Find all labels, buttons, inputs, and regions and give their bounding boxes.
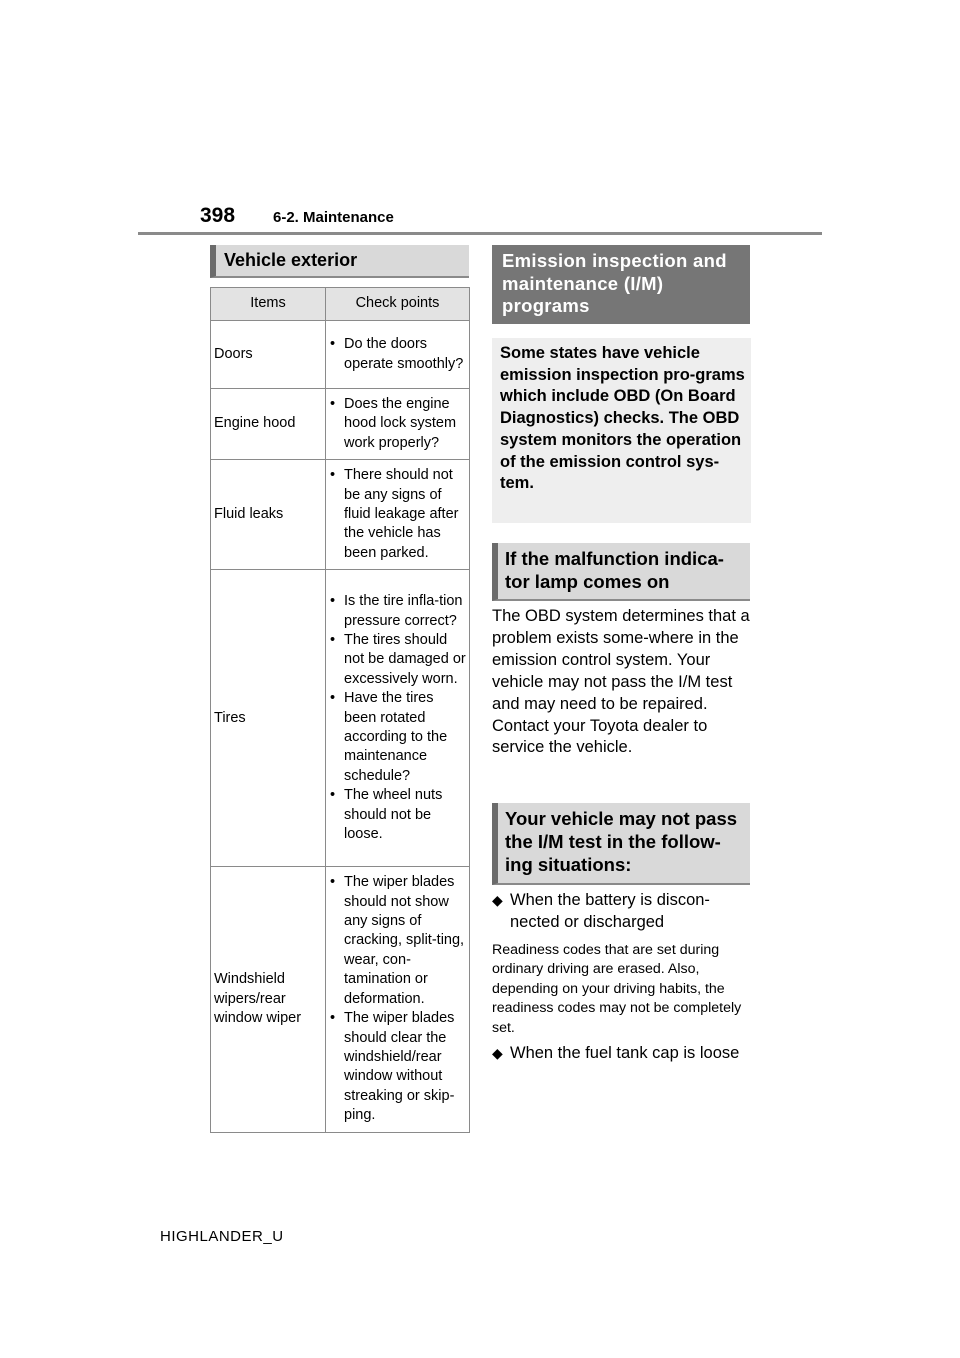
emission-intro-box: Some states have vehicle emission inspection pro-grams which include OBD (On Board Diagnostics) checks. The OBD system monitors the operation of the emission control sys-tem.: [492, 338, 751, 523]
column-header-items: Items: [211, 288, 326, 321]
check-point: • The wiper blades should clear the windshield/rear window without streaking or skip-ping.: [330, 1009, 469, 1125]
check-point: • The tires should not be damaged or excessively worn.: [330, 631, 469, 689]
table-row: [211, 570, 470, 867]
check-point: • There should not be any signs of fluid leakage after the vehicle has been parked.: [330, 466, 469, 563]
table-header-row: [211, 288, 470, 321]
check-point: • Do the doors operate smoothly?: [330, 335, 469, 374]
situation-battery-text: When the battery is discon-nected or discharged: [510, 891, 710, 931]
check-point: • Have the tires been rotated according to the maintenance schedule?: [330, 689, 469, 786]
section-title: 6-2. Maintenance: [273, 209, 394, 226]
check-points-cell: [326, 570, 470, 867]
check-points-table: [210, 287, 470, 1133]
table-row: [211, 460, 470, 570]
page-number: 398: [200, 204, 236, 227]
check-points-cell: [326, 321, 470, 389]
may-not-pass-heading: Your vehicle may not pass the I/M test in the follow-ing situations:: [492, 803, 750, 885]
check-point: • The wiper blades should not show any signs of cracking, split-ting, wear, con-tamination or deformation.: [330, 873, 469, 1009]
situation-fuel-cap: [492, 1043, 754, 1065]
item-engine-hood: Engine hood: [211, 389, 326, 460]
header-divider: [138, 232, 822, 235]
situation-battery-note: Readiness codes that are set during ordinary driving are erased. Also, depending on your driving habits, the readiness codes may not be completely set.: [492, 942, 742, 1036]
emission-program-heading: Emission inspection and maintenance (I/M) programs: [492, 245, 750, 324]
footer-model-name: HIGHLANDER_U: [160, 1228, 284, 1245]
table-row: [211, 321, 470, 389]
situation-battery: [492, 890, 754, 934]
table-row: [211, 867, 470, 1132]
diamond-bullet-icon: ◆: [492, 892, 503, 908]
check-points-cell: [326, 460, 470, 570]
check-point: • The wheel nuts should not be loose.: [330, 786, 469, 844]
column-header-check-points: Check points: [326, 288, 470, 321]
diamond-bullet-icon: ◆: [492, 1045, 503, 1061]
check-points-cell: [326, 867, 470, 1132]
check-point: • Is the tire infla-tion pressure correct?: [330, 592, 469, 631]
check-points-cell: [326, 389, 470, 460]
item-fluid-leaks: Fluid leaks: [211, 460, 326, 570]
malfunction-body-text: The OBD system determines that a problem exists some-where in the emission control system. Your vehicle may not pass the I/M test and may need to be repaired. Contact your Toyota dealer to service the vehicle.: [492, 607, 750, 757]
item-tires: Tires: [211, 570, 326, 867]
table-row: [211, 389, 470, 460]
check-point: • Does the engine hood lock system work properly?: [330, 395, 469, 453]
item-doors: Doors: [211, 321, 326, 389]
vehicle-exterior-heading: Vehicle exterior: [210, 245, 469, 278]
item-wipers: Windshield wipers/rear window wiper: [211, 867, 326, 1132]
malfunction-lamp-heading: If the malfunction indica-tor lamp comes on: [492, 543, 750, 601]
situation-fuel-cap-text: When the fuel tank cap is loose: [510, 1044, 740, 1062]
